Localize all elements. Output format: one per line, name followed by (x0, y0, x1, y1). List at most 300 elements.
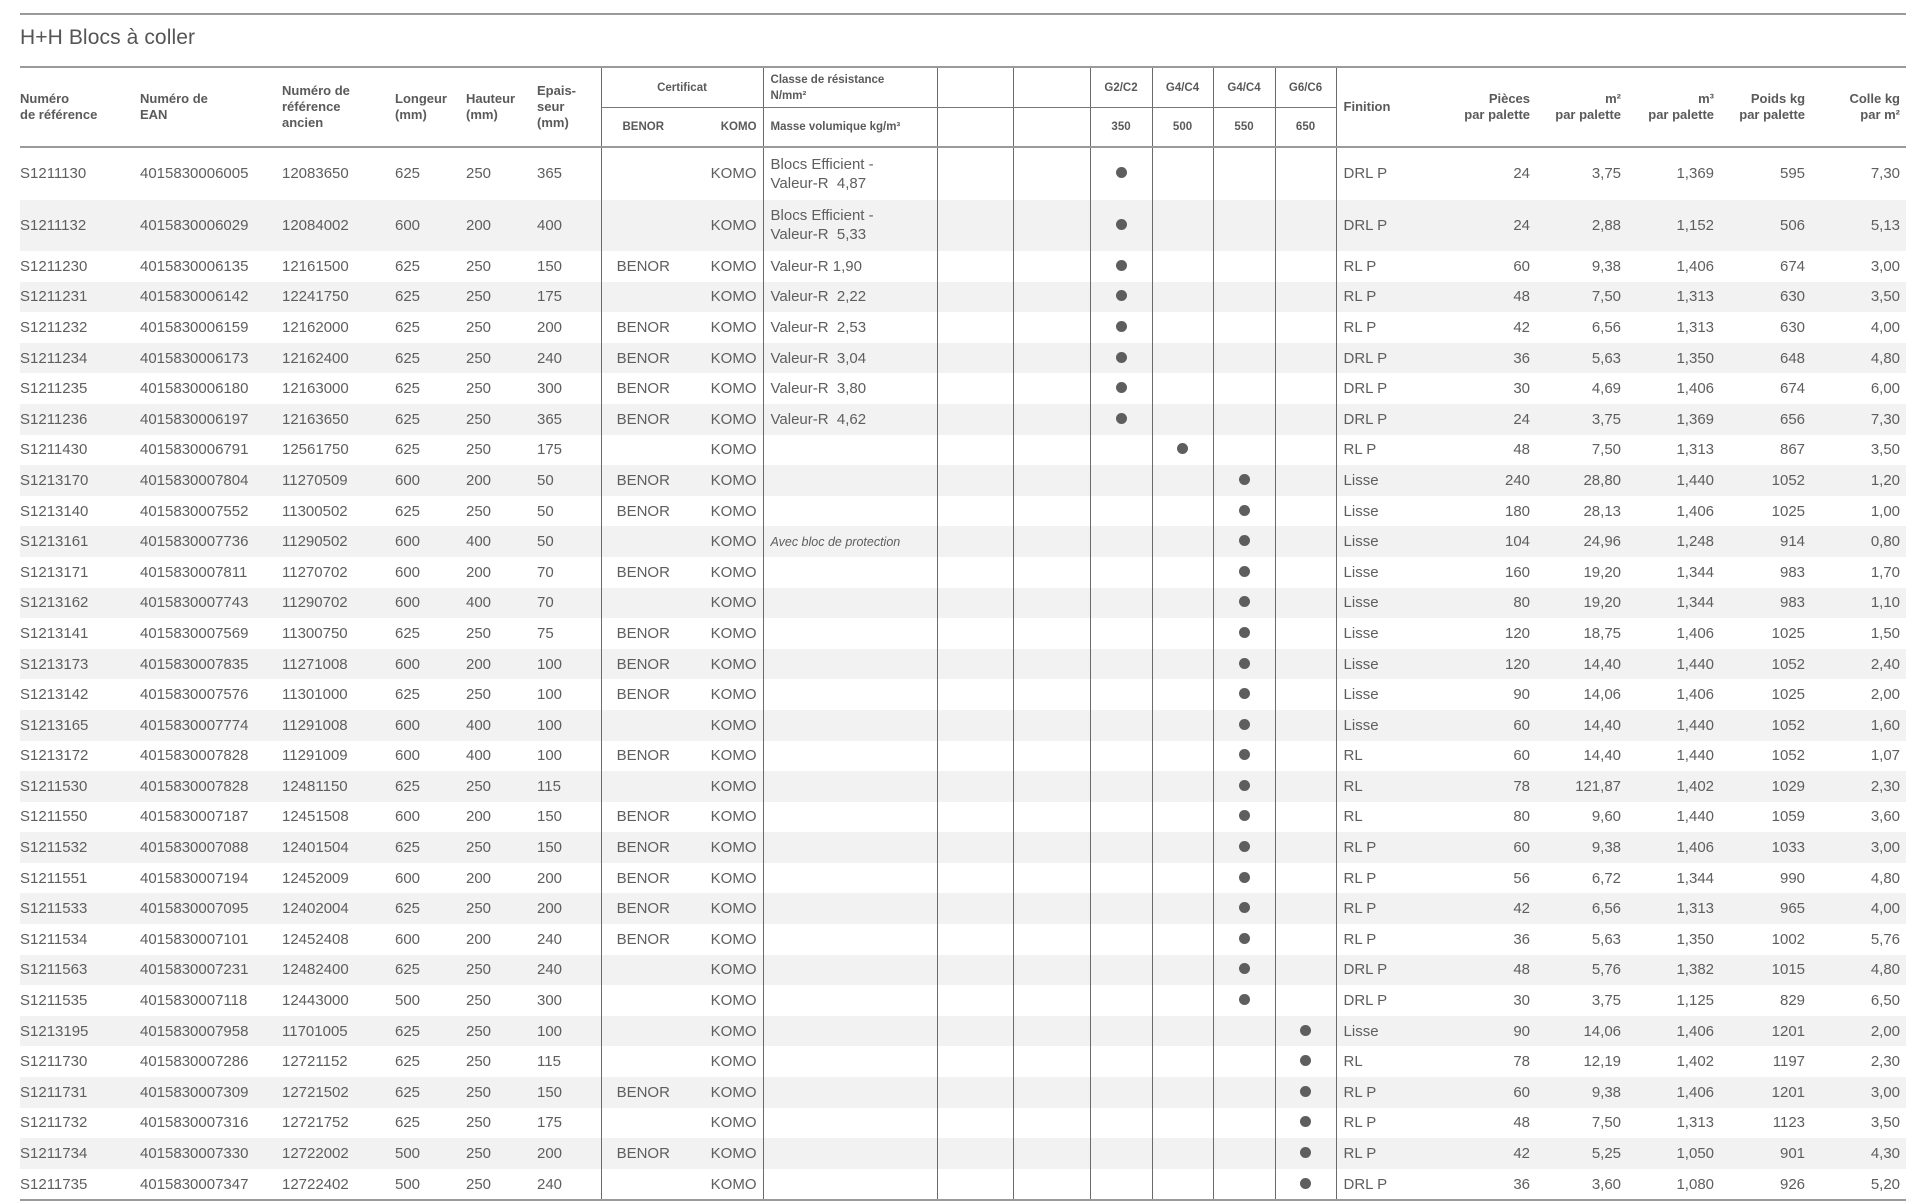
cell-finition: DRL P (1336, 147, 1420, 200)
cell-colle: 4,00 (1870, 318, 1901, 336)
cell-epaisseur: 150 (537, 832, 601, 863)
cell-class-1 (1152, 312, 1213, 343)
cell-hauteur: 400 (466, 588, 537, 619)
cell-ean: 4015830006197 (140, 404, 282, 435)
filled-dot-icon (1116, 167, 1127, 178)
cell-classe (763, 924, 937, 955)
cell-m2: 14,06 (1583, 686, 1622, 704)
cell-classe (763, 404, 937, 435)
cell-ancien: 12161500 (282, 257, 349, 275)
cell-m3: 1,406 (1676, 624, 1715, 642)
cell-pieces: 24 (1420, 404, 1536, 435)
cell-finition: RL P (1336, 924, 1420, 955)
cell-pieces: 120 (1420, 649, 1536, 680)
cell-ancien: 11270509 (282, 465, 395, 496)
cell-ean: 4015830006791 (140, 441, 249, 459)
header-hauteur: Hauteur (mm) (466, 67, 537, 147)
cell-blank-2 (1013, 588, 1090, 619)
cell-m2: 19,20 (1583, 563, 1622, 581)
cell-class-3 (1275, 282, 1336, 313)
cell-class-3 (1275, 1046, 1336, 1077)
cell-colle: 5,76 (1870, 930, 1901, 948)
cell-hauteur: 250 (466, 502, 492, 520)
cell-blank-2 (1013, 282, 1090, 313)
cell-benor: BENOR (601, 465, 685, 496)
cell-class-1 (1152, 251, 1213, 282)
cell-blank-2 (1013, 618, 1090, 649)
table-row (20, 893, 1906, 924)
cell-blank-2 (1013, 404, 1090, 435)
cell-epaisseur: 100 (537, 1016, 601, 1047)
cell-class-0 (1090, 251, 1152, 282)
cell-poids: 983 (1720, 588, 1811, 619)
cell-ean: 4015830006180 (140, 380, 249, 398)
cell-classe (763, 312, 937, 343)
cell-ancien: 12162400 (282, 343, 395, 374)
cell-komo: KOMO (710, 165, 757, 183)
cell-ancien: 11290502 (282, 526, 395, 557)
cell-poids: 648 (1720, 343, 1811, 374)
cell-class-0 (1090, 710, 1152, 741)
cell-ean: 4015830007309 (140, 1077, 282, 1108)
cell-finition: RL P (1336, 1138, 1420, 1169)
cell-ref: S1211430 (20, 441, 88, 459)
cell-longeur: 500 (395, 1169, 466, 1201)
cell-blank-2 (1013, 343, 1090, 374)
cell-class-2 (1213, 147, 1275, 200)
table-row (20, 496, 1906, 527)
cell-poids: 1029 (1720, 771, 1811, 802)
cell-m2: 19,20 (1536, 588, 1627, 619)
cell-blank-2 (1013, 147, 1090, 200)
cell-classe (763, 496, 937, 527)
cell-m3: 1,406 (1676, 502, 1715, 520)
cell-blank-1 (937, 802, 1013, 833)
cell-pieces: 104 (1420, 526, 1536, 557)
filled-dot-icon (1239, 841, 1250, 852)
cell-komo: KOMO (710, 869, 757, 887)
cell-benor: BENOR (601, 832, 685, 863)
cell-poids: 867 (1779, 441, 1806, 459)
cell-class-0 (1090, 526, 1152, 557)
cell-class-2 (1213, 924, 1275, 955)
cell-longeur: 625 (395, 404, 466, 435)
cell-komo: KOMO (685, 1138, 763, 1169)
cell-class-3 (1275, 1108, 1336, 1139)
cell-epaisseur: 70 (537, 588, 601, 619)
cell-longeur: 625 (395, 686, 421, 704)
cell-blank-2 (1013, 893, 1090, 924)
cell-m2: 9,60 (1591, 808, 1622, 826)
cell-hauteur: 250 (466, 686, 492, 704)
cell-blank-1 (937, 710, 1013, 741)
cell-blank-2 (1013, 679, 1090, 710)
cell-komo: KOMO (685, 893, 763, 924)
cell-benor: BENOR (601, 741, 685, 772)
table-row (20, 1108, 1906, 1139)
cell-m2: 5,25 (1536, 1138, 1627, 1169)
cell-colle: 5,20 (1811, 1169, 1906, 1201)
cell-blank-2 (1013, 496, 1090, 527)
cell-benor (601, 282, 685, 313)
cell-ref: S1211235 (20, 380, 88, 398)
table-row (20, 618, 1906, 649)
cell-blank-1 (937, 1169, 1013, 1201)
cell-class-2 (1213, 404, 1275, 435)
cell-ref: S1213142 (20, 686, 89, 704)
cell-hauteur: 250 (466, 992, 492, 1010)
cell-ancien: 12561750 (282, 441, 349, 459)
cell-poids: 1025 (1771, 502, 1806, 520)
cell-longeur: 625 (395, 318, 421, 336)
cell-classe (763, 435, 937, 466)
cell-epaisseur: 240 (537, 930, 563, 948)
cell-finition: RL P (1336, 251, 1420, 282)
filled-dot-icon (1239, 994, 1250, 1005)
cell-ref: S1211550 (20, 808, 88, 826)
cell-longeur: 625 (395, 624, 421, 642)
cell-class-1 (1152, 832, 1213, 863)
cell-benor: BENOR (601, 679, 685, 710)
classe-line: Valeur-R 4,62 (770, 410, 867, 428)
cell-classe (763, 1108, 937, 1139)
cell-benor: BENOR (601, 312, 685, 343)
cell-class-3 (1275, 373, 1336, 404)
table-row (20, 741, 1906, 772)
cell-classe (763, 618, 937, 649)
cell-class-1 (1152, 771, 1213, 802)
filled-dot-icon (1239, 688, 1250, 699)
cell-finition: DRL P (1336, 1169, 1420, 1201)
cell-ancien: 11271008 (282, 649, 395, 680)
cell-m2: 7,50 (1591, 1114, 1622, 1132)
classe-line: Valeur-R 4,87 (770, 174, 867, 192)
table-row (20, 955, 1906, 986)
filled-dot-icon (1300, 1086, 1311, 1097)
cell-longeur: 625 (395, 502, 421, 520)
cell-class-3 (1275, 802, 1336, 833)
cell-ref: S1211730 (20, 1053, 88, 1071)
cell-class-1 (1152, 985, 1213, 1016)
cell-ean: 4015830007231 (140, 955, 282, 986)
cell-pieces: 60 (1420, 1077, 1536, 1108)
cell-blank-1 (937, 312, 1013, 343)
cell-class-2 (1213, 955, 1275, 986)
cell-class-0 (1090, 985, 1152, 1016)
cell-class-0 (1090, 1138, 1152, 1169)
table-row (20, 802, 1906, 833)
cell-class-3 (1275, 832, 1336, 863)
cell-m2: 24,96 (1536, 526, 1627, 557)
cell-komo: KOMO (710, 380, 757, 398)
cell-m2: 5,63 (1536, 343, 1627, 374)
cell-longeur: 600 (395, 808, 421, 826)
cell-m3: 1,050 (1627, 1138, 1720, 1169)
cell-ancien: 12401504 (282, 832, 395, 863)
cell-benor (601, 1046, 685, 1077)
cell-class-2 (1213, 741, 1275, 772)
cell-epaisseur: 175 (537, 282, 601, 313)
cell-m3: 1,344 (1676, 869, 1715, 887)
cell-class-0 (1090, 802, 1152, 833)
cell-classe (763, 251, 937, 282)
cell-finition: RL (1336, 771, 1420, 802)
filled-dot-icon (1239, 749, 1250, 760)
cell-classe (763, 649, 937, 680)
cell-komo: KOMO (710, 747, 757, 765)
cell-colle: 4,00 (1811, 893, 1906, 924)
cell-pieces: 36 (1420, 1169, 1536, 1201)
cell-finition: RL (1336, 802, 1420, 833)
cell-ref: S1211535 (20, 992, 88, 1010)
cell-benor (601, 147, 685, 200)
filled-dot-icon (1300, 1178, 1311, 1189)
cell-epaisseur: 100 (537, 710, 601, 741)
cell-benor: BENOR (601, 863, 685, 894)
cell-blank-1 (937, 200, 1013, 252)
table-body (20, 147, 1906, 1200)
cell-hauteur: 200 (466, 465, 537, 496)
header-density-650: 650 (1275, 108, 1336, 148)
cell-classe (763, 1169, 937, 1201)
cell-pieces: 42 (1420, 893, 1536, 924)
cell-blank-1 (937, 435, 1013, 466)
cell-ref: S1211234 (20, 343, 140, 374)
header-benor: BENOR (601, 108, 685, 148)
cell-m2: 121,87 (1536, 771, 1627, 802)
cell-class-0 (1090, 147, 1152, 200)
cell-class-1 (1152, 557, 1213, 588)
cell-poids: 656 (1720, 404, 1811, 435)
cell-longeur: 500 (395, 992, 421, 1010)
cell-class-2 (1213, 200, 1275, 252)
cell-blank-1 (937, 771, 1013, 802)
cell-hauteur: 250 (466, 771, 537, 802)
table-row (20, 557, 1906, 588)
cell-blank-1 (937, 679, 1013, 710)
cell-class-0 (1090, 282, 1152, 313)
cell-komo: KOMO (685, 1169, 763, 1201)
filled-dot-icon (1300, 1116, 1311, 1127)
cell-m3: 1,313 (1627, 893, 1720, 924)
cell-pieces: 42 (1420, 1138, 1536, 1169)
cell-m3: 1,313 (1676, 1114, 1715, 1132)
table-row (20, 147, 1906, 200)
cell-benor (601, 710, 685, 741)
cell-komo: KOMO (710, 808, 757, 826)
cell-epaisseur: 240 (537, 1169, 601, 1201)
cell-epaisseur: 100 (537, 649, 601, 680)
cell-ean: 4015830006173 (140, 343, 282, 374)
cell-komo: KOMO (685, 832, 763, 863)
cell-blank-2 (1013, 710, 1090, 741)
cell-komo: KOMO (685, 404, 763, 435)
cell-blank-2 (1013, 312, 1090, 343)
cell-pieces: 60 (1420, 832, 1536, 863)
cell-blank-1 (937, 863, 1013, 894)
cell-classe (763, 1077, 937, 1108)
cell-ancien: 12443000 (282, 992, 349, 1010)
cell-blank-1 (937, 496, 1013, 527)
cell-ancien: 12722402 (282, 1169, 395, 1201)
cell-longeur: 625 (395, 1053, 421, 1071)
cell-class-1 (1152, 802, 1213, 833)
header-poids: Poids kg par palette (1720, 67, 1811, 147)
filled-dot-icon (1177, 443, 1188, 454)
cell-komo: KOMO (685, 282, 763, 313)
cell-class-3 (1275, 557, 1336, 588)
cell-class-2 (1213, 1077, 1275, 1108)
cell-pieces: 36 (1513, 930, 1531, 948)
cell-m3: 1,440 (1676, 808, 1715, 826)
cell-m2: 14,40 (1536, 710, 1627, 741)
cell-ean: 4015830007736 (140, 526, 282, 557)
cell-hauteur: 250 (466, 1077, 537, 1108)
cell-class-1 (1152, 618, 1213, 649)
cell-class-1 (1152, 496, 1213, 527)
cell-m3: 1,382 (1627, 955, 1720, 986)
cell-class-0 (1090, 955, 1152, 986)
cell-blank-2 (1013, 200, 1090, 252)
table-row (20, 282, 1906, 313)
cell-colle: 2,00 (1870, 686, 1901, 704)
cell-ean: 4015830007828 (140, 771, 282, 802)
cell-komo: KOMO (710, 257, 757, 275)
cell-class-2 (1213, 863, 1275, 894)
filled-dot-icon (1300, 1147, 1311, 1158)
cell-colle: 5,13 (1811, 200, 1906, 252)
cell-ancien: 12452408 (282, 930, 349, 948)
cell-epaisseur: 150 (537, 808, 563, 826)
cell-finition: Lisse (1336, 496, 1420, 527)
cell-blank-1 (937, 649, 1013, 680)
cell-blank-1 (937, 1108, 1013, 1139)
cell-m2: 3,75 (1536, 404, 1627, 435)
cell-blank-1 (937, 832, 1013, 863)
cell-ref: S1211130 (20, 165, 87, 183)
cell-class-0 (1090, 1077, 1152, 1108)
cell-ean: 4015830007095 (140, 893, 282, 924)
header-blank-1b (937, 108, 1013, 148)
cell-hauteur: 250 (466, 624, 492, 642)
cell-ancien: 12241750 (282, 282, 395, 313)
cell-blank-1 (937, 465, 1013, 496)
cell-ean: 4015830007835 (140, 649, 282, 680)
cell-finition: Lisse (1336, 1016, 1420, 1047)
cell-blank-1 (937, 282, 1013, 313)
cell-finition: RL (1336, 1046, 1420, 1077)
cell-longeur: 625 (395, 771, 466, 802)
cell-class-3 (1275, 771, 1336, 802)
cell-blank-2 (1013, 526, 1090, 557)
cell-ref: S1211530 (20, 771, 140, 802)
cell-epaisseur: 50 (537, 502, 554, 520)
table-row (20, 465, 1906, 496)
classe-line: Blocs Efficient - (770, 207, 874, 225)
cell-m3: 1,344 (1627, 588, 1720, 619)
cell-komo: KOMO (710, 318, 757, 336)
cell-ancien: 12452009 (282, 869, 349, 887)
cell-pieces: 36 (1420, 343, 1536, 374)
cell-m3: 1,406 (1676, 686, 1715, 704)
cell-poids: 1025 (1771, 624, 1806, 642)
cell-ean: 4015830007187 (140, 808, 249, 826)
cell-ancien: 12163650 (282, 404, 395, 435)
cell-benor (601, 435, 685, 466)
cell-ref: S1211735 (20, 1169, 140, 1201)
cell-komo: KOMO (710, 441, 757, 459)
cell-m3: 1,369 (1627, 404, 1720, 435)
cell-ean: 4015830007811 (140, 563, 248, 581)
cell-class-2 (1213, 1016, 1275, 1047)
filled-dot-icon (1116, 321, 1127, 332)
cell-poids: 1201 (1720, 1077, 1811, 1108)
cell-m3: 1,080 (1627, 1169, 1720, 1201)
cell-ref: S1213161 (20, 526, 140, 557)
filled-dot-icon (1116, 290, 1127, 301)
cell-ean: 4015830007774 (140, 710, 282, 741)
cell-benor: BENOR (601, 649, 685, 680)
cell-class-0 (1090, 863, 1152, 894)
cell-colle: 2,40 (1811, 649, 1906, 680)
cell-m2: 5,63 (1591, 930, 1622, 948)
cell-finition: DRL P (1336, 404, 1420, 435)
cell-finition: Lisse (1336, 679, 1420, 710)
cell-m2: 14,40 (1583, 747, 1622, 765)
cell-class-1 (1152, 679, 1213, 710)
cell-ref: S1211534 (20, 930, 88, 948)
cell-colle: 3,00 (1811, 1077, 1906, 1108)
cell-finition: Lisse (1336, 588, 1420, 619)
filled-dot-icon (1116, 413, 1127, 424)
cell-ancien: 11300502 (282, 502, 348, 520)
cell-class-0 (1090, 649, 1152, 680)
cell-ref: S1213141 (20, 624, 89, 642)
cell-class-3 (1275, 985, 1336, 1016)
cell-ancien: 11300750 (282, 624, 348, 642)
cell-class-3 (1275, 465, 1336, 496)
cell-class-0 (1090, 1169, 1152, 1201)
cell-class-3 (1275, 679, 1336, 710)
cell-classe (763, 802, 937, 833)
cell-poids: 1052 (1720, 465, 1811, 496)
classe-line: Valeur-R 3,80 (770, 380, 867, 398)
cell-epaisseur: 50 (537, 526, 601, 557)
cell-ancien: 12084002 (282, 200, 395, 252)
cell-hauteur: 250 (466, 832, 537, 863)
cell-m3: 1,440 (1676, 747, 1715, 765)
cell-m2: 9,38 (1536, 832, 1627, 863)
cell-finition: RL P (1336, 312, 1420, 343)
cell-class-1 (1152, 526, 1213, 557)
cell-ref: S1211232 (20, 318, 88, 336)
cell-longeur: 625 (395, 893, 466, 924)
cell-class-2 (1213, 526, 1275, 557)
cell-ancien: 11270702 (282, 563, 348, 581)
cell-class-3 (1275, 404, 1336, 435)
cell-class-2 (1213, 343, 1275, 374)
cell-m3: 1,313 (1627, 282, 1720, 313)
cell-finition: Lisse (1336, 557, 1420, 588)
cell-class-0 (1090, 741, 1152, 772)
cell-class-3 (1275, 1077, 1336, 1108)
cell-class-0 (1090, 924, 1152, 955)
cell-classe (763, 832, 937, 863)
cell-pieces: 30 (1513, 992, 1531, 1010)
cell-m2: 14,40 (1536, 649, 1627, 680)
cell-pieces: 180 (1504, 502, 1531, 520)
cell-m3: 1,313 (1676, 441, 1715, 459)
